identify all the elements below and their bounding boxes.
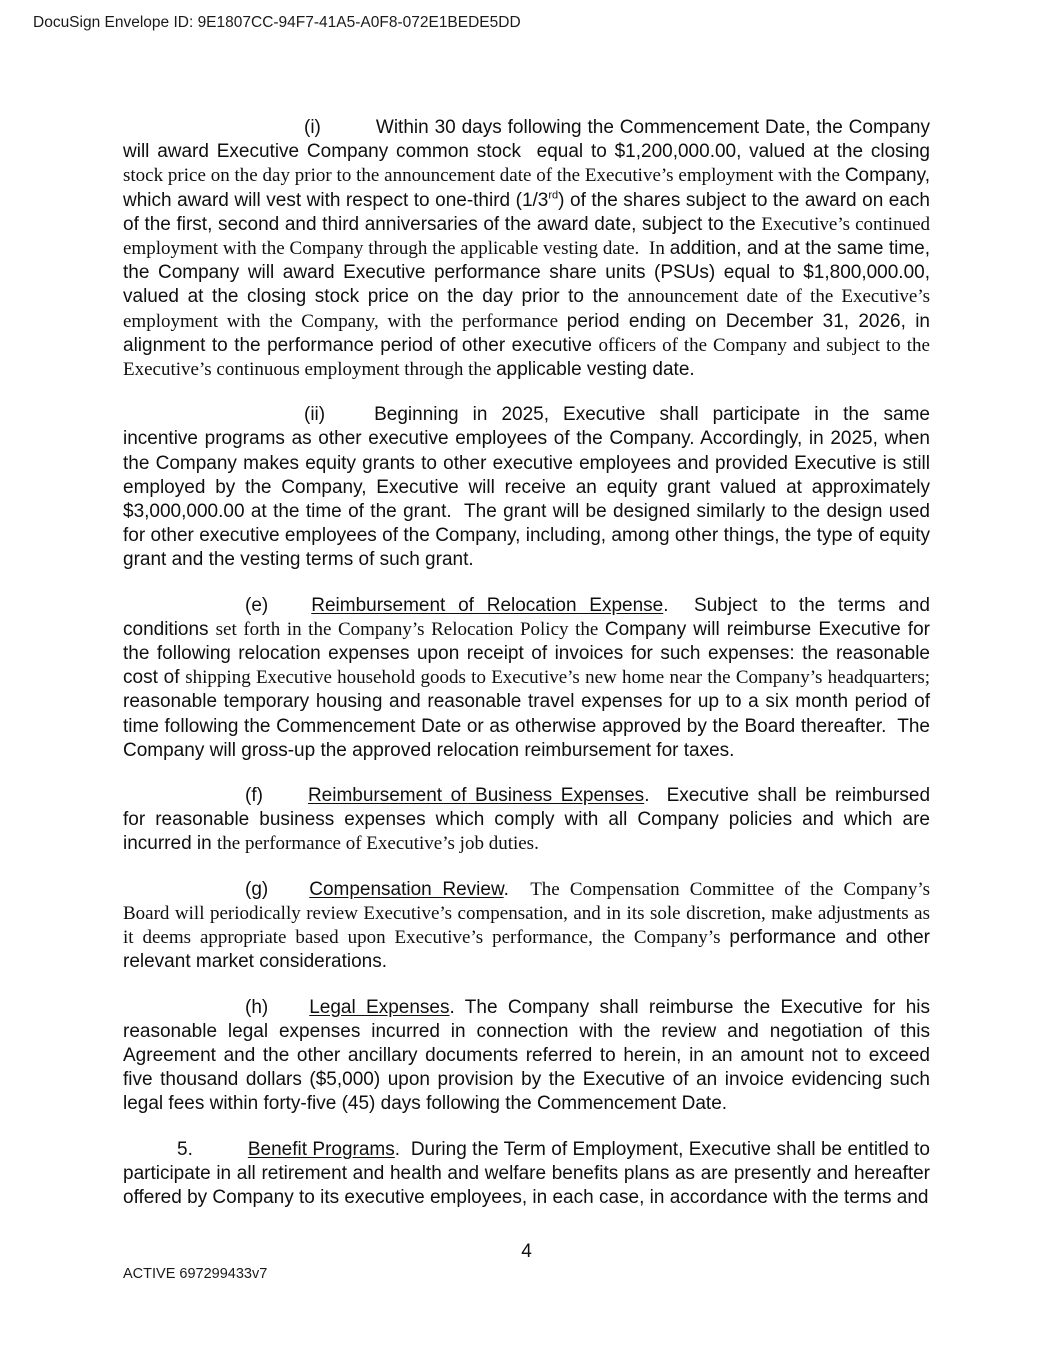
text-run: ) of the shares subject to the award on each of the first, second and third anniversaries of the award date, subject to the xyxy=(123,189,930,235)
tab-space xyxy=(268,1012,309,1013)
paragraph-f xyxy=(123,784,930,857)
page-number: 4 xyxy=(521,1241,532,1262)
paragraph-label: (h) xyxy=(245,996,269,1018)
tab-space xyxy=(268,894,309,895)
text-run: the performance of Executive’s job duties. xyxy=(217,833,539,855)
paragraph-label: (ii) xyxy=(304,404,326,426)
text-run: Within 30 days following the Commencement Date, the Company will award Executive Company common stock equal to $1,200,000.00, valued at the closing xyxy=(123,117,930,163)
text-run: Executive’s continued employment with the Company through the applicable vesting date. In xyxy=(123,213,931,260)
paragraph-5 xyxy=(123,1138,930,1211)
paragraph-h xyxy=(123,996,930,1117)
text-run: . xyxy=(503,878,531,900)
text-run: shipping Executive household goods to Executive’s new home near the Company’s headquarters; xyxy=(185,667,930,689)
text-run: stock price on the day prior to the announcement date of the Executive’s employment with the xyxy=(123,165,845,187)
text-run: . Executive shall be reimbursed for reasonable business expenses which comply with all Company policies and which are incurred in xyxy=(123,785,931,855)
paragraph-e xyxy=(123,594,930,763)
document-id-footer: ACTIVE 697299433v7 xyxy=(123,1266,268,1282)
paragraph-label: (f) xyxy=(245,785,263,807)
text-run: Company will reimburse Executive for the following relocation expenses upon receipt of invoices for such expenses: the reasonable cost of xyxy=(123,618,930,689)
text-run: Beginning in 2025, Executive shall participate in the same incentive programs as other executive employees of the Company. Accordingly, in 2025, when the Company makes equity grants to other executive employees and provided Executive is still employed by the Company, Executive will receive an equity grant valued at approximately $3,000,000.00 at the time of the grant. The grant will be designed similarly to the design used for other executive employees of the Company, including, among other things, the type of equity grant and the vesting terms of such grant. xyxy=(123,404,930,571)
paragraph-i xyxy=(123,116,930,382)
document-body xyxy=(123,116,930,1210)
tab-space xyxy=(321,132,376,133)
tab-space xyxy=(325,419,374,420)
paragraph-g xyxy=(123,878,930,975)
docusign-envelope-id: DocuSign Envelope ID: 9E1807CC-94F7-41A5-A0F8-072E1BEDE5DD xyxy=(33,14,521,31)
text-run: performance and other relevant market considerations. xyxy=(123,927,930,973)
text-run: officers of the Company and subject to the Executive’s continuous employment through the xyxy=(123,334,930,381)
paragraph-label: (e) xyxy=(245,594,269,616)
heading-run: Reimbursement of Business Expenses xyxy=(307,785,645,807)
paragraph-ii xyxy=(123,403,930,572)
text-run: reasonable temporary housing and reasonable travel expenses for up to a six month period of time following the Commencement Date or as otherwise approved by the Board thereafter. The Company will gross-up the approved relocation reimbursement for taxes. xyxy=(123,691,930,761)
paragraph-label: (i) xyxy=(304,117,321,138)
paragraph-label: (g) xyxy=(245,878,269,900)
text-run: Company, which award will vest with respect to one-third (1/3 xyxy=(123,165,930,211)
heading-run: Legal Expenses xyxy=(309,996,450,1018)
paragraph-label: 5. xyxy=(177,1138,193,1160)
text-run: rd xyxy=(548,189,559,202)
text-run: addition, and at the same time, the Company will award Executive performance share units (PSUs) equal to $1,800,000.00, valued at the closing stock price on the day prior to the xyxy=(123,238,930,308)
heading-run: Reimbursement of Relocation Expense xyxy=(311,594,664,616)
text-run: . The Company shall reimburse the Executive for his reasonable legal expenses incurred in connection with the review and negotiation of this Agreement and the other ancillary documents referred to herein, in an amount not to exceed five thousand dollars ($5,000) upon provision by the Executive of an invoice evidencing such legal fees within forty-five (45) days following the Commencement Date. xyxy=(123,996,931,1115)
text-run: set forth in the Company’s Relocation Policy the xyxy=(215,618,605,640)
heading-run: Compensation Review xyxy=(309,878,504,900)
text-run: applicable vesting date. xyxy=(496,359,695,381)
text-run: . During the Term of Employment, Executive shall be entitled to participate in all retirement and health and welfare benefits plans as are presently and hereafter offered by Company to its executive employees, in each case, in accordance with the terms and xyxy=(123,1138,930,1208)
text-run: period ending on December 31, 2026, in alignment to the performance period of other executive xyxy=(123,310,930,356)
tab-space xyxy=(263,800,308,801)
tab-space xyxy=(268,610,311,611)
text-run: announcement date of the Executive’s employment with the Company, with the performance xyxy=(123,286,930,332)
tab-space xyxy=(193,1154,248,1155)
text-run: The Compensation Committee of the Company’s Board will periodically review Executive’s compensation, and in its sole discretion, make adjustments as it deems appropriate based upon Executive’s performance, the Company’s xyxy=(123,878,931,949)
text-run: . Subject to the terms and conditions xyxy=(123,594,930,640)
heading-run: Benefit Programs xyxy=(247,1138,395,1160)
